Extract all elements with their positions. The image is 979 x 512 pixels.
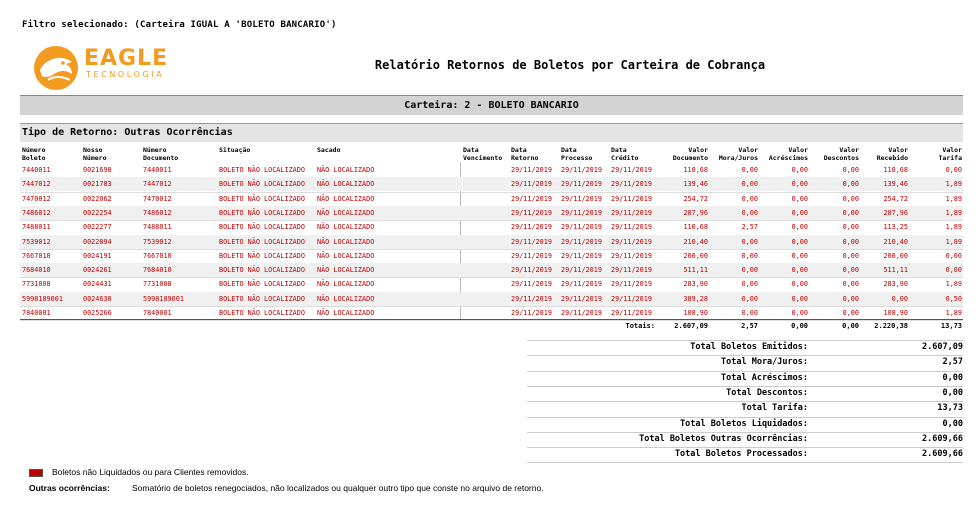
table-cell: 29/11/2019 <box>561 208 602 217</box>
table-cell: 113,25 <box>883 223 908 232</box>
column-header-line2: Descontos <box>823 154 859 162</box>
table-cell: BOLETO NÃO LOCALIZADO <box>219 194 305 203</box>
table-cell: 0,00 <box>741 180 758 189</box>
table-cell: NÃO LOCALIZADO <box>317 280 375 289</box>
table-cell: 0,00 <box>741 251 758 260</box>
table-cell: 7440011 <box>22 166 51 174</box>
column-header-line2: Número <box>83 154 107 162</box>
table-cell: 29/11/2019 <box>611 251 652 260</box>
table-cell: NÃO LOCALIZADO <box>317 223 375 232</box>
column-header-line1: Valor <box>839 146 859 154</box>
table-row <box>20 177 963 191</box>
column-header-line1: Data <box>611 146 627 154</box>
table-cell: 283,90 <box>883 280 908 289</box>
column-header-line1: Valor <box>738 146 758 154</box>
table-cell: 1,89 <box>945 208 962 217</box>
table-cell: 29/11/2019 <box>561 266 602 275</box>
table-cell: 5998189001 <box>143 294 184 303</box>
table-cell: 29/11/2019 <box>561 237 602 246</box>
table-cell: 0,50 <box>945 294 962 303</box>
table-cell: 0,00 <box>842 208 859 217</box>
column-header <box>762 146 808 162</box>
table-cell: 0,00 <box>842 294 859 303</box>
column-header-line2: Documento <box>672 154 708 162</box>
table-cell: 210,40 <box>883 237 908 246</box>
table-cell: 0,00 <box>791 280 808 289</box>
table-cell: 0,00 <box>791 223 808 232</box>
summary-row <box>527 432 963 447</box>
company-logo <box>32 44 172 92</box>
column-header <box>219 146 315 154</box>
column-header-line1: Data <box>561 146 577 154</box>
table-cell: 200,00 <box>683 251 708 260</box>
table-cell: 29/11/2019 <box>561 280 602 289</box>
report-title: Relatório Retornos de Boletos por Carteira de Cobrança <box>374 58 766 72</box>
table-cell: 511,11 <box>883 266 908 275</box>
table-cell: 29/11/2019 <box>611 166 652 174</box>
table-cell: 0,00 <box>842 180 859 189</box>
carteira-band <box>20 95 963 115</box>
logo-subtitle: TECNOLOGIA <box>86 70 165 79</box>
table-cell: 0,00 <box>791 294 808 303</box>
table-cell: 7440011 <box>143 166 172 174</box>
table-cell: 2,57 <box>741 223 758 232</box>
table-cell: 0,00 <box>945 166 962 174</box>
table-row <box>20 206 963 220</box>
table-cell: 0,00 <box>741 194 758 203</box>
table-cell: 0,00 <box>842 266 859 275</box>
table-cell: 0,00 <box>842 251 859 260</box>
table-cell: 0024191 <box>83 251 112 260</box>
table-cell: 7840001 <box>143 309 172 317</box>
column-header-line1: Data <box>511 146 527 154</box>
table-cell: 29/11/2019 <box>561 251 602 260</box>
column-header-line1: Nosso <box>83 146 103 154</box>
table-cell: 283,90 <box>683 280 708 289</box>
table-cell: 0022254 <box>83 208 112 217</box>
table-cell: 110,68 <box>683 223 708 232</box>
legend-text: Boletos não Liquidados ou para Clientes removidos. <box>52 467 249 477</box>
table-cell: 7486012 <box>143 208 172 217</box>
table-cell: 29/11/2019 <box>511 294 552 303</box>
table-cell: 110,68 <box>883 166 908 174</box>
column-header-line1: Número <box>143 146 167 154</box>
table-cell: 210,40 <box>683 237 708 246</box>
table-cell: 0,00 <box>741 208 758 217</box>
summary-value: 13,73 <box>937 403 963 414</box>
table-cell: 7486012 <box>22 208 51 217</box>
column-header <box>22 146 82 162</box>
column-header <box>143 146 217 162</box>
table-cell: 29/11/2019 <box>561 194 602 203</box>
table-cell: 29/11/2019 <box>611 266 652 275</box>
table-cell: 7731008 <box>143 280 172 289</box>
outras-ocorrencias-label: Outras ocorrências: <box>29 483 110 493</box>
summary-value: 2.607,09 <box>922 342 963 352</box>
column-header <box>611 146 657 162</box>
table-cell: 7488011 <box>22 223 51 232</box>
summary-label: Total Boletos Processados: <box>674 449 808 460</box>
summary-label: Total Tarifa: <box>741 403 808 414</box>
table-cell: 29/11/2019 <box>561 180 602 189</box>
table-cell: BOLETO NÃO LOCALIZADO <box>219 266 305 275</box>
column-header <box>561 146 609 162</box>
table-cell: 7684010 <box>22 266 51 275</box>
column-header-line1: Número <box>22 146 46 154</box>
total-mora: 2,57 <box>741 322 758 330</box>
table-cell: 0,00 <box>791 237 808 246</box>
summary-row <box>527 371 963 386</box>
table-cell: 0,00 <box>842 194 859 203</box>
column-header-line1: Valor <box>788 146 808 154</box>
legend-color-swatch <box>29 469 43 477</box>
table-cell: 389,28 <box>683 294 708 303</box>
table-cell: 29/11/2019 <box>511 251 552 260</box>
table-cell: 7840001 <box>22 309 51 317</box>
summary-row <box>527 417 963 432</box>
table-cell: NÃO LOCALIZADO <box>317 294 375 303</box>
table-cell: 108,90 <box>883 309 908 317</box>
table-cell: NÃO LOCALIZADO <box>317 166 375 174</box>
table-cell: 1,89 <box>945 237 962 246</box>
table-cell: 200,00 <box>883 251 908 260</box>
table-cell: 29/11/2019 <box>511 237 552 246</box>
summary-label: Total Boletos Outras Ocorrências: <box>639 433 808 444</box>
table-cell: 0,00 <box>945 251 962 260</box>
table-cell: 7731008 <box>22 280 51 289</box>
table-cell: 29/11/2019 <box>511 280 552 289</box>
table-cell: 0,00 <box>791 251 808 260</box>
table-cell: 0,00 <box>791 309 808 317</box>
total-acrescimos: 0,00 <box>791 322 808 330</box>
table-cell: 0021698 <box>83 166 112 174</box>
table-cell: 7470012 <box>22 194 51 203</box>
table-cell: 0024630 <box>83 294 112 303</box>
table-cell: 511,11 <box>683 266 708 275</box>
table-cell: 29/11/2019 <box>561 223 602 232</box>
table-cell: 29/11/2019 <box>511 208 552 217</box>
table-cell: 0,00 <box>945 266 962 275</box>
summary-row <box>527 401 963 416</box>
table-cell: 29/11/2019 <box>611 237 652 246</box>
column-header <box>511 146 559 162</box>
summary-value: 0,00 <box>942 418 963 429</box>
table-cell: 7470012 <box>143 194 172 203</box>
summary-label: Total Mora/Juros: <box>721 357 808 368</box>
table-cell: 0,00 <box>842 309 859 317</box>
table-cell: 5998189001 <box>22 294 63 303</box>
table-cell: 7447012 <box>22 180 51 189</box>
summary-value: 0,00 <box>942 387 963 398</box>
table-cell: 7539012 <box>143 237 172 246</box>
total-recebido: 2.220,38 <box>874 322 908 330</box>
table-cell: BOLETO NÃO LOCALIZADO <box>219 180 305 189</box>
summary-label: Total Descontos: <box>726 387 808 398</box>
table-cell: 108,90 <box>683 309 708 317</box>
table-cell: 7667010 <box>22 251 51 260</box>
table-cell: NÃO LOCALIZADO <box>317 194 375 203</box>
column-header-line1: Valor <box>888 146 908 154</box>
column-header <box>812 146 859 162</box>
table-cell: 139,46 <box>883 180 908 189</box>
table-cell: 0,00 <box>842 280 859 289</box>
column-header-line2: Crédito <box>611 154 639 162</box>
table-cell: 0022062 <box>83 194 112 203</box>
table-cell: 7447012 <box>143 180 172 189</box>
table-row <box>20 292 963 306</box>
summary-value: 2.609,66 <box>922 433 963 444</box>
total-documento: 2.607,09 <box>674 322 708 330</box>
summary-label: Total Acréscimos: <box>721 372 808 383</box>
table-cell: 0,00 <box>791 194 808 203</box>
table-cell: 0,00 <box>891 294 908 303</box>
table-bottom-line <box>20 319 963 320</box>
table-cell: 29/11/2019 <box>561 166 602 174</box>
table-row <box>20 220 963 234</box>
table-cell: 1,89 <box>945 180 962 189</box>
column-header-line1: Data <box>463 146 479 154</box>
table-row <box>20 277 963 291</box>
table-cell: NÃO LOCALIZADO <box>317 237 375 246</box>
totals-label: Totais: <box>625 322 655 330</box>
table-cell: 0,00 <box>842 237 859 246</box>
table-cell: 29/11/2019 <box>611 208 652 217</box>
table-cell: 0,00 <box>741 166 758 174</box>
table-cell: 29/11/2019 <box>611 294 652 303</box>
table-cell: 29/11/2019 <box>561 309 602 317</box>
table-cell: 0,00 <box>741 237 758 246</box>
table-cell: 29/11/2019 <box>611 180 652 189</box>
table-cell: 29/11/2019 <box>511 223 552 232</box>
table-cell: 29/11/2019 <box>511 194 552 203</box>
column-header-line2: Acréscimos <box>768 154 808 162</box>
carteira-label: Carteira: 2 - BOLETO BANCARIO <box>404 100 579 111</box>
table-cell: NÃO LOCALIZADO <box>317 309 375 317</box>
table-cell: 254,72 <box>883 194 908 203</box>
logo-name: EAGLE <box>84 46 169 71</box>
summary-label: Total Boletos Emitidos: <box>690 342 808 352</box>
table-cell: NÃO LOCALIZADO <box>317 266 375 275</box>
table-cell: 287,96 <box>883 208 908 217</box>
table-cell: BOLETO NÃO LOCALIZADO <box>219 166 305 174</box>
table-cell: 1,89 <box>945 309 962 317</box>
table-cell: 0,00 <box>842 223 859 232</box>
table-cell: 0,00 <box>791 266 808 275</box>
column-header <box>463 146 509 162</box>
table-cell: 29/11/2019 <box>511 266 552 275</box>
table-cell: 0021783 <box>83 180 112 189</box>
column-header <box>317 146 457 154</box>
column-header-line2: Mora/Juros <box>718 154 758 162</box>
column-header-line2: Recebido <box>876 154 908 162</box>
tipo-retorno-band <box>20 123 963 142</box>
table-cell: 29/11/2019 <box>511 166 552 174</box>
summary-value: 2,57 <box>942 357 963 368</box>
table-cell: 0,00 <box>791 180 808 189</box>
table-cell: 7539012 <box>22 237 51 246</box>
table-cell: BOLETO NÃO LOCALIZADO <box>219 309 305 317</box>
table-cell: 0022277 <box>83 223 112 232</box>
column-header-line2: Retorno <box>511 154 539 162</box>
table-cell: 29/11/2019 <box>611 194 652 203</box>
outras-ocorrencias-text: Somatório de boletos renegociados, não localizados ou qualquer outro tipo que conste no arquivo de retorno. <box>132 483 544 493</box>
column-header-line1: Valor <box>688 146 708 154</box>
table-cell: 7488011 <box>143 223 172 232</box>
table-cell: BOLETO NÃO LOCALIZADO <box>219 223 305 232</box>
column-header-line2: Documento <box>143 154 179 162</box>
table-row <box>20 192 963 206</box>
summary-row <box>527 340 963 355</box>
table-cell: 287,96 <box>683 208 708 217</box>
table-cell: BOLETO NÃO LOCALIZADO <box>219 280 305 289</box>
table-row <box>20 263 963 277</box>
table-cell: 7684010 <box>143 266 172 275</box>
table-cell: 1,89 <box>945 280 962 289</box>
summary-row <box>527 447 963 462</box>
table-cell: 29/11/2019 <box>511 309 552 317</box>
column-header <box>658 146 708 162</box>
column-header <box>712 146 758 162</box>
table-cell: 0,00 <box>741 309 758 317</box>
summary-separator <box>527 462 963 463</box>
column-header-line2: Processo <box>561 154 593 162</box>
table-cell: 254,72 <box>683 194 708 203</box>
table-cell: NÃO LOCALIZADO <box>317 208 375 217</box>
table-cell: 0,00 <box>791 208 808 217</box>
table-cell: 0,00 <box>741 266 758 275</box>
table-row <box>20 235 963 249</box>
column-header-line2: Vencimento <box>463 154 503 162</box>
column-header <box>912 146 962 162</box>
table-cell: 0024261 <box>83 266 112 275</box>
summary-label: Total Boletos Liquidados: <box>680 418 808 429</box>
total-tarifa: 13,73 <box>940 322 962 330</box>
table-cell: 0,00 <box>741 280 758 289</box>
column-header-line1: Situação <box>219 146 251 154</box>
table-cell: 7667010 <box>143 251 172 260</box>
column-header-line2: Tarifa <box>938 154 962 162</box>
table-cell: 29/11/2019 <box>511 180 552 189</box>
summary-value: 0,00 <box>942 372 963 383</box>
table-cell: 29/11/2019 <box>611 223 652 232</box>
table-cell: 0,00 <box>741 294 758 303</box>
table-cell: 1,89 <box>945 194 962 203</box>
eagle-head-icon <box>32 44 80 92</box>
column-header-line1: Valor <box>942 146 962 154</box>
table-cell: NÃO LOCALIZADO <box>317 251 375 260</box>
table-cell: NÃO LOCALIZADO <box>317 180 375 189</box>
tipo-retorno-label: Tipo de Retorno: Outras Ocorrências <box>22 127 233 138</box>
column-header-line1: Sacado <box>317 146 341 154</box>
table-cell: 1,89 <box>945 223 962 232</box>
summary-value: 2.609,66 <box>922 449 963 460</box>
filter-text: Filtro selecionado: (Carteira IGUAL A 'BOLETO BANCARIO') <box>22 20 337 30</box>
total-descontos: 0,00 <box>842 322 859 330</box>
table-cell: BOLETO NÃO LOCALIZADO <box>219 237 305 246</box>
table-cell: 139,46 <box>683 180 708 189</box>
table-cell: 0022894 <box>83 237 112 246</box>
table-cell: 0,00 <box>842 166 859 174</box>
table-cell: 0025266 <box>83 309 112 317</box>
table-cell: BOLETO NÃO LOCALIZADO <box>219 251 305 260</box>
column-header-line2: Boleto <box>22 154 46 162</box>
table-cell: 29/11/2019 <box>611 280 652 289</box>
table-row <box>20 163 963 177</box>
summary-row <box>527 355 963 370</box>
table-cell: 29/11/2019 <box>561 294 602 303</box>
table-cell: 0,00 <box>791 166 808 174</box>
summary-row <box>527 386 963 401</box>
table-row <box>20 249 963 263</box>
table-cell: 29/11/2019 <box>611 309 652 317</box>
summary-box <box>527 340 963 463</box>
table-cell: 0024431 <box>83 280 112 289</box>
table-cell: BOLETO NÃO LOCALIZADO <box>219 294 305 303</box>
table-cell: 110,68 <box>683 166 708 174</box>
column-header <box>862 146 908 162</box>
table-row <box>20 306 963 320</box>
column-header <box>83 146 141 162</box>
table-cell: BOLETO NÃO LOCALIZADO <box>219 208 305 217</box>
